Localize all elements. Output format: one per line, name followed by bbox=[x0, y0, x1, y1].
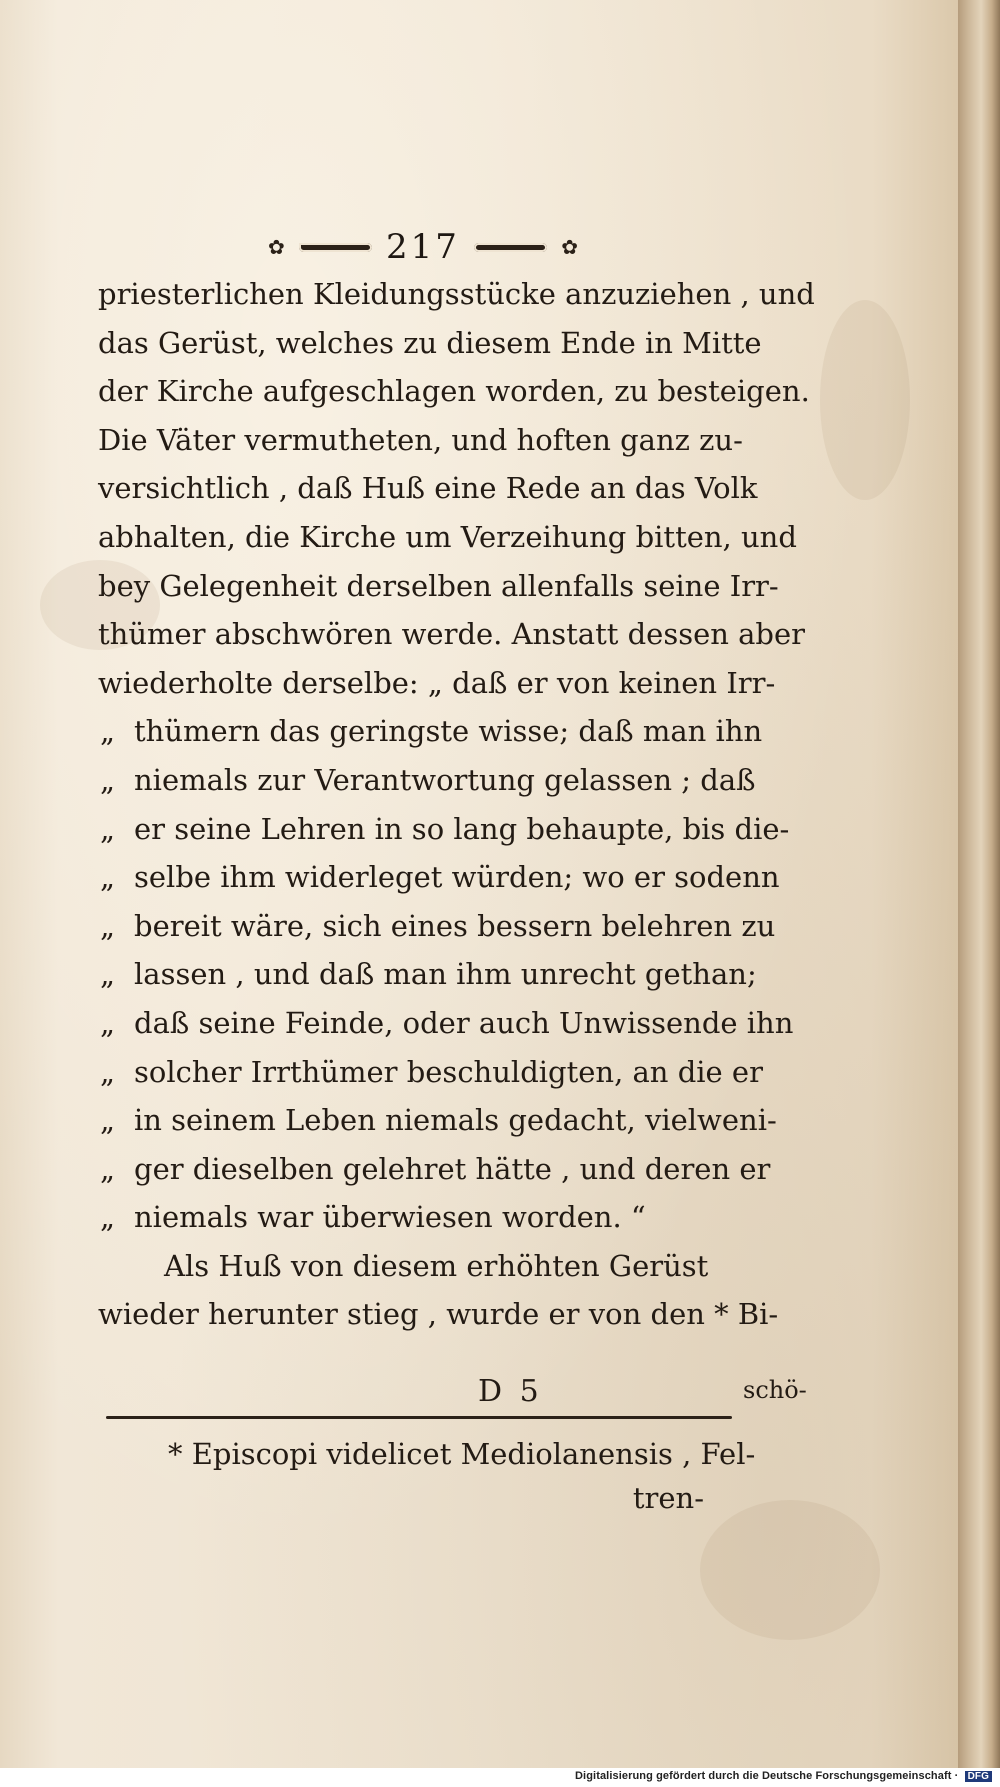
paper-stain bbox=[700, 1500, 880, 1640]
credit-text: Digitalisierung gefördert durch die Deutsche Forschungsgemeinschaft bbox=[575, 1770, 952, 1782]
quote-mark: „ bbox=[100, 811, 116, 846]
footnote bbox=[168, 1432, 756, 1520]
text-line: versichtlich , daß Huß eine Rede an das Volk bbox=[98, 471, 758, 506]
text-line: lassen , und daß man ihm unrecht gethan; bbox=[134, 957, 757, 992]
quoted-line bbox=[98, 805, 790, 854]
quoted-line bbox=[98, 1145, 771, 1194]
quoted-line bbox=[98, 1048, 763, 1097]
text-line: niemals war überwiesen worden. “ bbox=[134, 1200, 646, 1235]
footnote-rule bbox=[106, 1416, 732, 1419]
quote-mark: „ bbox=[100, 714, 116, 749]
text-line: Als Huß von diesem erhöhten Gerüst bbox=[164, 1248, 709, 1283]
page-edge bbox=[958, 0, 1000, 1768]
body-text bbox=[98, 270, 815, 1339]
quoted-line bbox=[98, 853, 780, 902]
digitization-credit: Digitalisierung gefördert durch die Deutsche Forschungsgemeinschaft · DFG bbox=[575, 1770, 992, 1782]
quoted-line bbox=[98, 756, 756, 805]
page-header bbox=[268, 222, 578, 272]
text-line: ger dieselben gelehret hätte , und deren er bbox=[134, 1151, 771, 1186]
text-line: solcher Irrthümer beschuldigten, an die er bbox=[134, 1054, 763, 1089]
quoted-line bbox=[98, 1096, 777, 1145]
dfg-logo: DFG bbox=[965, 1771, 992, 1782]
text-line: daß seine Feinde, oder auch Unwissende ihn bbox=[134, 1005, 794, 1040]
quote-mark: „ bbox=[100, 908, 116, 943]
quote-mark: „ bbox=[100, 1200, 116, 1235]
quoted-line bbox=[98, 999, 794, 1048]
text-line: Die Väter vermutheten, und hoften ganz zu- bbox=[98, 422, 743, 457]
footnote-line: tren- bbox=[632, 1481, 704, 1515]
quote-mark: „ bbox=[100, 1103, 116, 1138]
text-line: wieder herunter stieg , wurde er von den * Bi- bbox=[98, 1297, 779, 1332]
text-line: abhalten, die Kirche um Verzeihung bitten, und bbox=[98, 519, 797, 554]
text-line: priesterlichen Kleidungsstücke anzuziehen , und bbox=[98, 277, 815, 311]
catchword: schö- bbox=[743, 1376, 807, 1404]
text-line: wiederholte derselbe: „ daß er von keinen Irr- bbox=[98, 665, 776, 700]
text-line: niemals zur Verantwortung gelassen ; daß bbox=[134, 762, 756, 797]
page-number: 217 bbox=[386, 227, 460, 267]
ornament-bar-left bbox=[299, 243, 372, 252]
ornament-left-icon: ✿ bbox=[268, 235, 285, 259]
quote-mark: „ bbox=[100, 1151, 116, 1186]
footnote-line: * Episcopi videlicet Mediolanensis , Fel- bbox=[168, 1437, 756, 1471]
text-line: thümern das geringste wisse; daß man ihn bbox=[134, 714, 763, 749]
quote-mark: „ bbox=[100, 762, 116, 797]
text-line: das Gerüst, welches zu diesem Ende in Mitte bbox=[98, 325, 762, 360]
paragraph-start-line bbox=[98, 1242, 738, 1291]
text-line: thümer abschwören werde. Anstatt dessen aber bbox=[98, 617, 806, 652]
text-line: bey Gelegenheit derselben allenfalls seine Irr- bbox=[98, 568, 779, 603]
paper-stain bbox=[820, 300, 910, 500]
quote-mark: „ bbox=[100, 1054, 116, 1089]
quoted-line bbox=[98, 950, 757, 999]
quote-mark: „ bbox=[100, 1005, 116, 1040]
quoted-line bbox=[98, 707, 763, 756]
text-line: selbe ihm widerleget würden; wo er sodenn bbox=[134, 860, 780, 895]
page-footline bbox=[98, 1374, 807, 1414]
quoted-line bbox=[98, 902, 776, 951]
text-line: in seinem Leben niemals gedacht, vielweni- bbox=[134, 1103, 777, 1138]
quote-mark: „ bbox=[100, 957, 116, 992]
text-line: bereit wäre, sich eines bessern belehren zu bbox=[134, 908, 776, 943]
quoted-line bbox=[98, 1193, 738, 1242]
ornament-right-icon: ✿ bbox=[561, 235, 578, 259]
text-line: er seine Lehren in so lang behaupte, bis die- bbox=[134, 811, 790, 846]
quote-mark: „ bbox=[100, 860, 116, 895]
signature-mark: D 5 bbox=[478, 1374, 543, 1409]
text-line: der Kirche aufgeschlagen worden, zu besteigen. bbox=[98, 374, 810, 409]
ornament-bar-right bbox=[474, 243, 547, 252]
